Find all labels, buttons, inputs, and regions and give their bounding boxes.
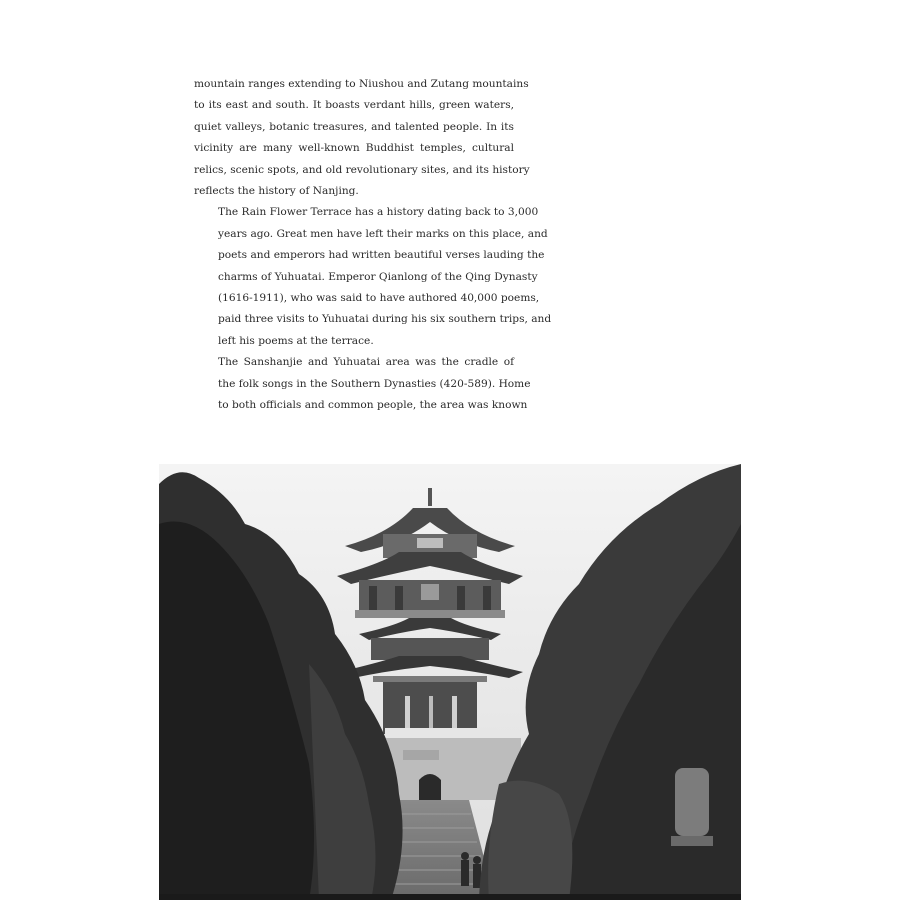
- paragraph-1: [194, 74, 530, 202]
- text-line: poets and emperors had written beautiful verses lauding the: [218, 249, 545, 262]
- text-line: quiet valleys, botanic treasures, and talented people. In its: [194, 120, 514, 133]
- paragraph-3: [194, 352, 531, 416]
- text-line: mountain ranges extending to Niushou and Zutang mountains: [194, 78, 529, 90]
- body-text: [194, 74, 552, 417]
- text-line: The Rain Flower Terrace has a history dating back to 3,000: [218, 206, 539, 219]
- text-line: vicinity are many well-known Buddhist temples, cultural: [194, 142, 514, 155]
- text-line: to both officials and common people, the area was known: [218, 399, 528, 412]
- ground: [159, 894, 741, 900]
- text-line: reflects the history of Nanjing.: [194, 185, 359, 198]
- text-line: left his poems at the terrace.: [218, 334, 374, 347]
- text-line: relics, scenic spots, and old revolutionary sites, and its history: [194, 163, 530, 176]
- paragraph-2: [194, 202, 552, 352]
- text-line: to its east and south. It boasts verdant hills, green waters,: [194, 99, 514, 112]
- text-line: paid three visits to Yuhuatai during his six southern trips, and: [218, 313, 552, 326]
- text-line: The Sanshanjie and Yuhuatai area was the cradle of: [218, 356, 514, 369]
- text-line: years ago. Great men have left their marks on this place, and: [218, 227, 548, 240]
- pagoda-photograph: [159, 464, 741, 900]
- text-line: (1616-1911), who was said to have authored 40,000 poems,: [218, 292, 540, 305]
- pagoda-illustration: [159, 464, 741, 900]
- text-line: the folk songs in the Southern Dynasties (420-589). Home: [218, 377, 531, 390]
- text-line: charms of Yuhuatai. Emperor Qianlong of the Qing Dynasty: [218, 270, 538, 283]
